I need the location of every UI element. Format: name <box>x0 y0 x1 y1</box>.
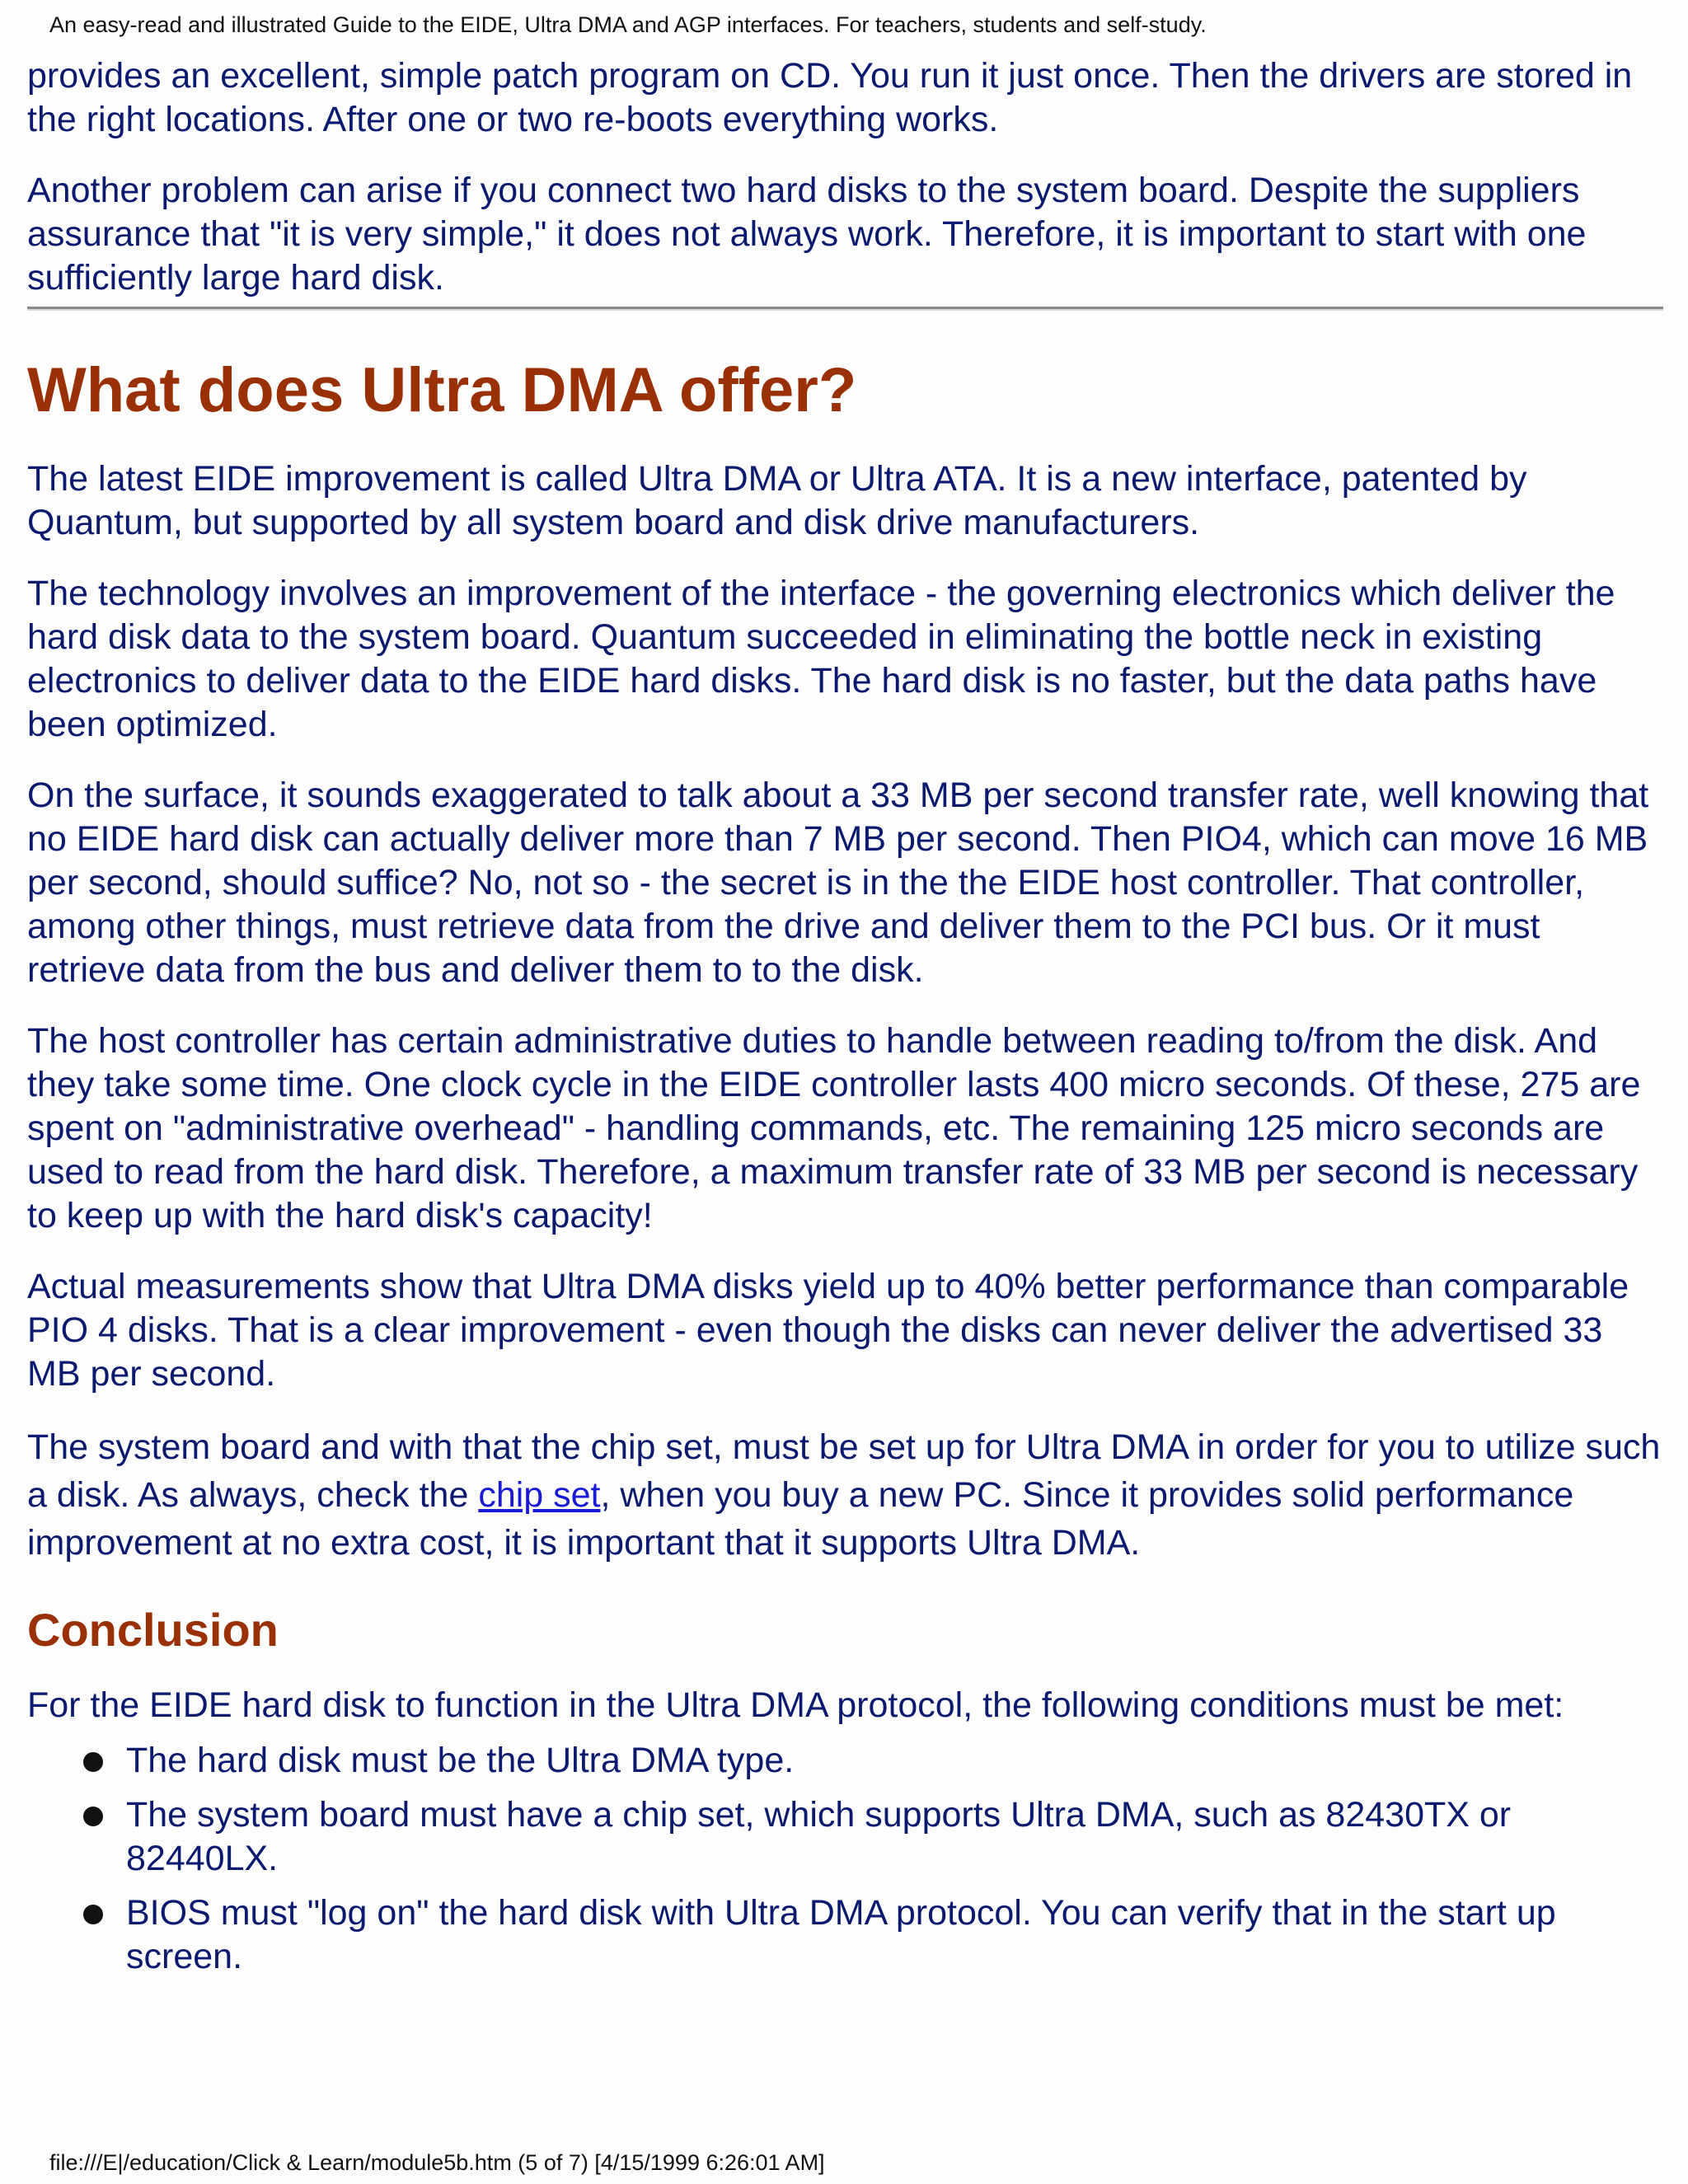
section-paragraph-4: The host controller has certain administrative duties to handle between reading to/from the disk. And they take some time. One clock cycle in the EIDE controller lasts 400 micro seconds. Of these, 275 are spent on "administrative overhead" - handling commands, etc. The remaining 125 micro seconds are used to read from the hard disk. Therefore, a maximum transfer rate of 33 MB per second is necessary to keep up with the hard disk's capacity! <box>27 1021 1641 1235</box>
conclusion-intro: For the EIDE hard disk to function in the Ultra DMA protocol, the following conditions must be met: <box>27 1685 1564 1725</box>
section-title: What does Ultra DMA offer? <box>27 355 857 425</box>
list-item <box>126 1739 1663 1783</box>
chip-set-link[interactable]: chip set <box>478 1475 601 1515</box>
bullet-icon <box>83 1752 103 1772</box>
horizontal-rule <box>27 307 1663 311</box>
list-item-text: The system board must have a chip set, which supports Ultra DMA, such as 82430TX or 82440LX. <box>126 1795 1512 1878</box>
list-item <box>126 1793 1663 1881</box>
paragraph-text-after-link: , when you buy a new PC. Since it provides solid performance improvement at no extra cost, it is important that it supports Ultra DMA. <box>27 1475 1574 1563</box>
conclusion-title: Conclusion <box>27 1604 279 1656</box>
paragraph-text-before-link: The system board and with that the chip set, must be set up for Ultra DMA in order for you to utilize such a disk. As always, check the <box>27 1427 1661 1515</box>
bullet-icon <box>83 1807 103 1826</box>
section-paragraph-1: The latest EIDE improvement is called Ultra DMA or Ultra ATA. It is a new interface, patented by Quantum, but supported by all system board and disk drive manufacturers. <box>27 459 1527 542</box>
intro-paragraph-2: Another problem can arise if you connect two hard disks to the system board. Despite the suppliers assurance that "it is very simple," it does not always work. Therefore, it is important to start with one sufficiently large hard disk. <box>27 171 1587 298</box>
intro-paragraph-1: provides an excellent, simple patch program on CD. You run it just once. Then the drivers are stored in the right locations. After one or two re-boots everything works. <box>27 56 1633 139</box>
print-header: An easy-read and illustrated Guide to the EIDE, Ultra DMA and AGP interfaces. For teachers, students and self-study. <box>49 12 1207 37</box>
section-paragraph-2: The technology involves an improvement of the interface - the governing electronics which deliver the hard disk data to the system board. Quantum succeeded in eliminating the bottle neck in existing electronics to deliver data to the EIDE hard disks. The hard disk is no faster, but the data paths have been optimized. <box>27 574 1615 744</box>
list-item-text: BIOS must "log on" the hard disk with Ultra DMA protocol. You can verify that in the start up screen. <box>126 1893 1556 1976</box>
print-footer: file:///E|/education/Click & Learn/module5b.htm (5 of 7) [4/15/1999 6:26:01 AM] <box>49 2150 825 2175</box>
section-paragraph-6 <box>27 1423 1663 1567</box>
section-paragraph-3: On the surface, it sounds exaggerated to talk about a 33 MB per second transfer rate, well knowing that no EIDE hard disk can actually deliver more than 7 MB per second. Then PIO4, which can move 16 MB per second, should suffice? No, not so - the secret is in the the EIDE host controller. That controller, among other things, must retrieve data from the drive and deliver them to the PCI bus. Or it must retrieve data from the bus and deliver them to to the disk. <box>27 776 1649 990</box>
conditions-list <box>27 1739 1663 1979</box>
list-item <box>126 1891 1663 1979</box>
bullet-icon <box>83 1905 103 1924</box>
section-paragraph-5: Actual measurements show that Ultra DMA disks yield up to 40% better performance than comparable PIO 4 disks. That is a clear improvement - even though the disks can never deliver the advertised 33 MB per second. <box>27 1267 1629 1394</box>
list-item-text: The hard disk must be the Ultra DMA type. <box>126 1741 795 1780</box>
article-body <box>27 54 1663 1990</box>
